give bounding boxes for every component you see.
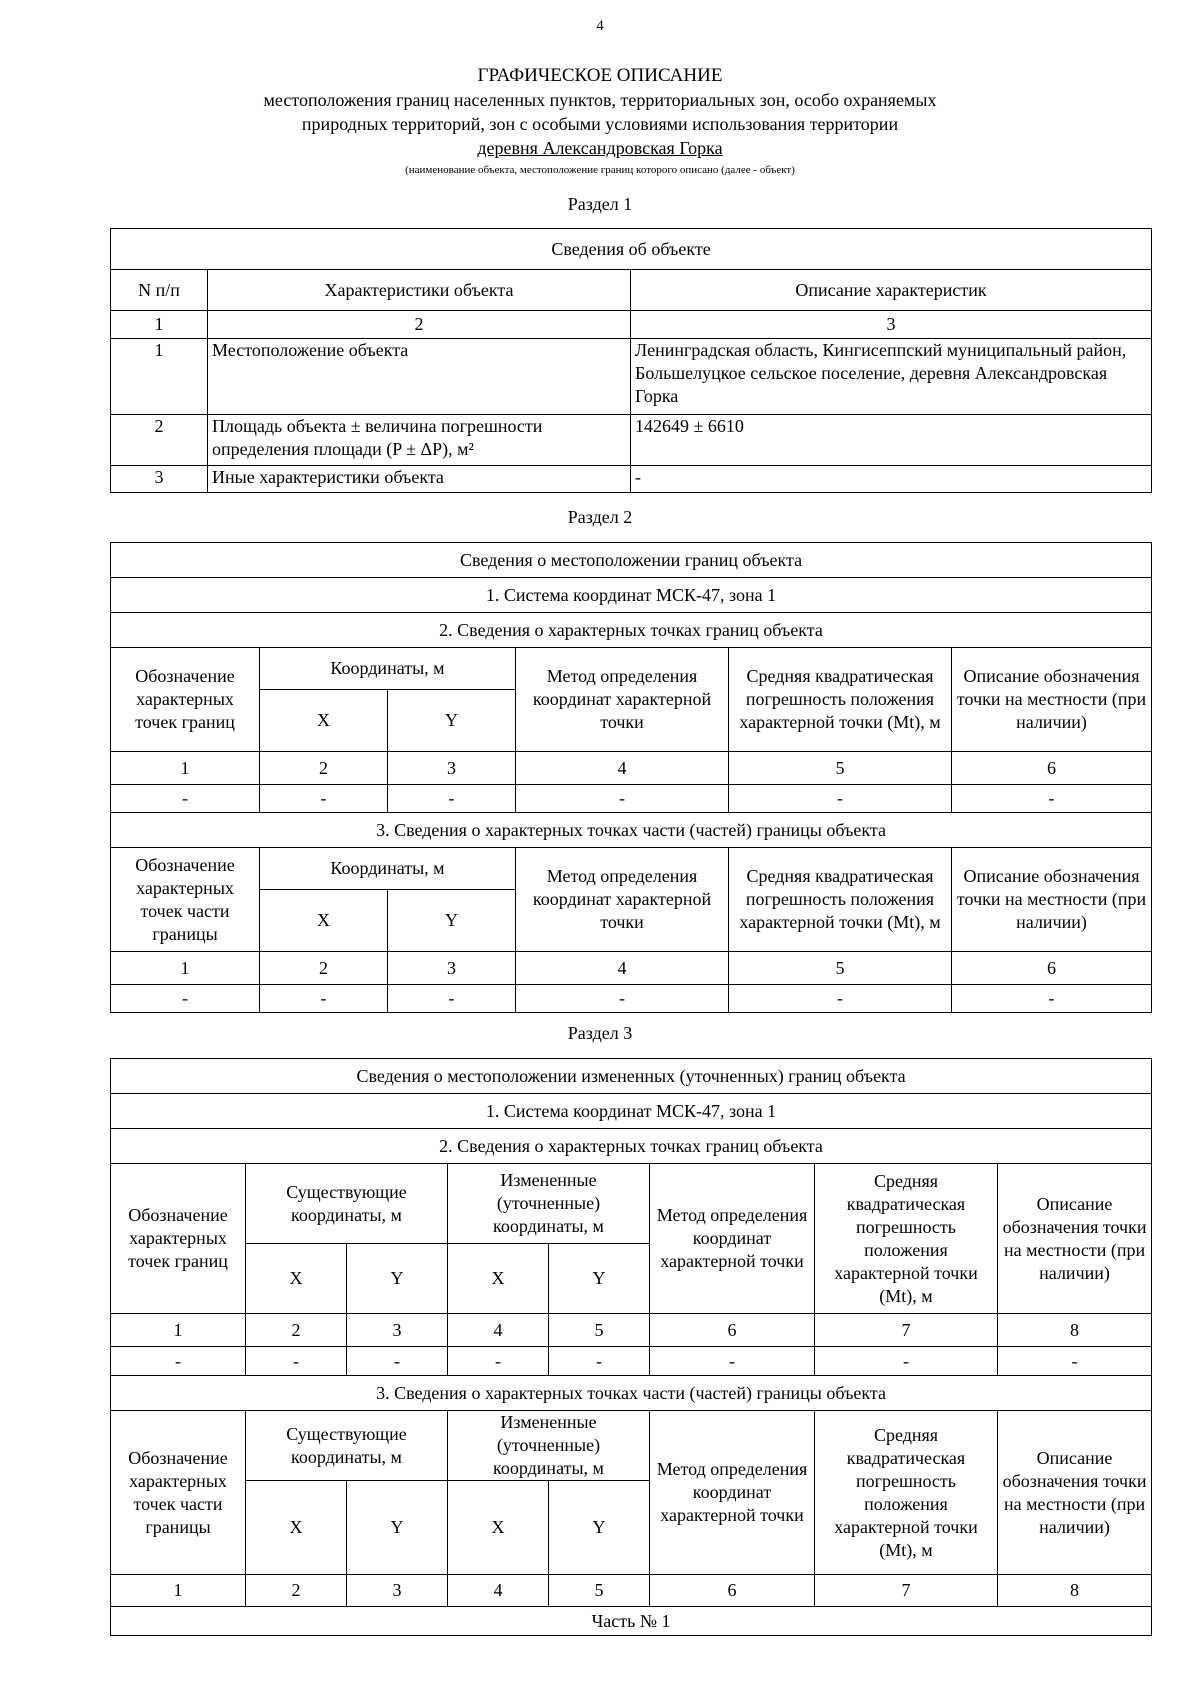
- s2-col-number: 2: [260, 952, 388, 985]
- s2-sub3-title: 3. Сведения о характерных точках части (частей) границы объекта: [111, 813, 1152, 848]
- section2-table: [110, 542, 1152, 1013]
- s3-col-number: 5: [549, 1314, 650, 1347]
- s2-h-coords: Координаты, м: [260, 648, 516, 690]
- s3-empty-cell: -: [815, 1347, 998, 1376]
- s2-h-error: Средняя квадратическая погрешность положения характерной точки (Mt), м: [729, 848, 952, 952]
- s3-h-method: Метод определения координат характерной точки: [650, 1164, 815, 1314]
- s2-empty-cell: -: [516, 785, 729, 813]
- s1-row-num: 1: [111, 339, 208, 415]
- s3-empty-cell: -: [111, 1347, 246, 1376]
- s3-h-existing: Существующие координаты, м: [246, 1164, 448, 1244]
- s3-empty-cell: -: [347, 1347, 448, 1376]
- s2-empty-cell: -: [952, 985, 1152, 1013]
- document-title: ГРАФИЧЕСКОЕ ОПИСАНИЕ: [477, 65, 723, 86]
- s3-col-number: 8: [998, 1575, 1152, 1607]
- s3-col-number: 6: [650, 1314, 815, 1347]
- s3-col-number: 1: [111, 1575, 246, 1607]
- s2-empty-cell: -: [388, 985, 516, 1013]
- s2-h-x: X: [260, 890, 388, 952]
- s2-sub2-title: 2. Сведения о характерных точках границ объекта: [111, 613, 1152, 648]
- s1-col-number: 1: [111, 311, 208, 339]
- s1-row-num: 3: [111, 466, 208, 493]
- s3-col-number: 6: [650, 1575, 815, 1607]
- s3-col-number: 3: [347, 1575, 448, 1607]
- s2-h-coords: Координаты, м: [260, 848, 516, 890]
- s2-empty-cell: -: [111, 985, 260, 1013]
- s1-row-name: Площадь объекта ± величина погрешности определения площади (P ± ΔP), м²: [208, 415, 631, 466]
- s3-col-number: 3: [347, 1314, 448, 1347]
- table-row: [111, 339, 1152, 415]
- s2-col-number: 1: [111, 952, 260, 985]
- s2-h-method: Метод определения координат характерной точки: [516, 848, 729, 952]
- object-name-caption: (наименование объекта, местоположение границ которого описано (далее - объект): [405, 164, 795, 176]
- s3-h-desc: Описание обозначения точки на местности (при наличии): [998, 1411, 1152, 1575]
- s3-h-x: X: [448, 1244, 549, 1314]
- s3-h-x: X: [246, 1244, 347, 1314]
- s3-h-y: Y: [549, 1481, 650, 1575]
- document-subtitle-line1: местоположения границ населенных пунктов, территориальных зон, особо охраняемых: [263, 90, 937, 110]
- s1-col-number: 2: [208, 311, 631, 339]
- s2-col-number: 2: [260, 752, 388, 785]
- s2-col-number: 4: [516, 752, 729, 785]
- s1-row-value: 142649 ± 6610: [631, 415, 1152, 466]
- s3-empty-cell: -: [998, 1347, 1152, 1376]
- s1-row-name: Иные характеристики объекта: [208, 466, 631, 493]
- s3-col-number: 8: [998, 1314, 1152, 1347]
- s3-h-error: Средняя квадратическая погрешность положения характерной точки (Mt), м: [815, 1164, 998, 1314]
- section3-label: Раздел 3: [567, 1023, 633, 1043]
- section2-table-title: Сведения о местоположении границ объекта: [111, 543, 1152, 578]
- s2-col-number: 6: [952, 752, 1152, 785]
- s2-col-number: 4: [516, 952, 729, 985]
- s1-row-num: 2: [111, 415, 208, 466]
- s1-col-header-description: Описание характеристик: [631, 270, 1152, 311]
- s3-coord-system: 1. Система координат МСК-47, зона 1: [111, 1094, 1152, 1129]
- s1-row-value: Ленинградская область, Кингисеппский муниципальный район, Большелуцкое сельское поселение, деревня Александровская Горка: [631, 339, 1152, 415]
- s2-empty-cell: -: [729, 985, 952, 1013]
- section3-table-title: Сведения о местоположении измененных (уточненных) границ объекта: [111, 1059, 1152, 1094]
- s2-h-desc: Описание обозначения точки на местности (при наличии): [952, 648, 1152, 752]
- s1-col-header-characteristic: Характеристики объекта: [208, 270, 631, 311]
- s3-h-y: Y: [347, 1481, 448, 1575]
- s2-h-error: Средняя квадратическая погрешность положения характерной точки (Mt), м: [729, 648, 952, 752]
- s2-col-number: 6: [952, 952, 1152, 985]
- s2-col-number: 5: [729, 952, 952, 985]
- s3-col-number: 1: [111, 1314, 246, 1347]
- s3-h-changed: Измененные (уточненные) координаты, м: [448, 1164, 650, 1244]
- object-name: деревня Александровская Горка: [477, 138, 723, 158]
- table-row: [111, 415, 1152, 466]
- table-row: [111, 1347, 1152, 1376]
- section1-label: Раздел 1: [567, 194, 633, 214]
- s2-coord-system: 1. Система координат МСК-47, зона 1: [111, 578, 1152, 613]
- s2-col-number: 3: [388, 752, 516, 785]
- table-row: [111, 466, 1152, 493]
- s2-empty-cell: -: [260, 785, 388, 813]
- s3-empty-cell: -: [650, 1347, 815, 1376]
- s3-col-number: 7: [815, 1314, 998, 1347]
- section3-table: [110, 1058, 1152, 1636]
- s2-col-number: 1: [111, 752, 260, 785]
- s3-col-number: 7: [815, 1575, 998, 1607]
- document-header: [0, 64, 1200, 178]
- s3-h-method: Метод определения координат характерной точки: [650, 1411, 815, 1575]
- s3-empty-cell: -: [246, 1347, 347, 1376]
- s3-part-label: Часть № 1: [111, 1607, 1152, 1636]
- s3-sub3-title: 3. Сведения о характерных точках части (частей) границы объекта: [111, 1376, 1152, 1411]
- s2-col-number: 3: [388, 952, 516, 985]
- s2-empty-cell: -: [111, 785, 260, 813]
- section2-label: Раздел 2: [567, 507, 633, 527]
- s3-h-x: X: [448, 1481, 549, 1575]
- table-row: [111, 985, 1152, 1013]
- s2-h-y: Y: [388, 890, 516, 952]
- s2-empty-cell: -: [952, 785, 1152, 813]
- s3-h-y: Y: [549, 1244, 650, 1314]
- s3-h-x: X: [246, 1481, 347, 1575]
- s3-h-desc: Описание обозначения точки на местности (при наличии): [998, 1164, 1152, 1314]
- document-subtitle-line2: природных территорий, зон с особыми условиями использования территории: [301, 114, 899, 134]
- s3-sub2-title: 2. Сведения о характерных точках границ объекта: [111, 1129, 1152, 1164]
- s1-col-number: 3: [631, 311, 1152, 339]
- s3-col-number: 4: [448, 1314, 549, 1347]
- table-row: [111, 785, 1152, 813]
- s2-h-points: Обозначение характерных точек границ: [111, 648, 260, 752]
- s3-col-number: 2: [246, 1575, 347, 1607]
- s3-col-number: 4: [448, 1575, 549, 1607]
- s1-row-value: -: [631, 466, 1152, 493]
- s2-h-points-part: Обозначение характерных точек части границы: [111, 848, 260, 952]
- s3-h-y: Y: [347, 1244, 448, 1314]
- section1-table-title: Сведения об объекте: [111, 229, 1152, 270]
- s3-h-error: Средняя квадратическая погрешность положения характерной точки (Mt), м: [815, 1411, 998, 1575]
- s3-h-points: Обозначение характерных точек границ: [111, 1164, 246, 1314]
- s2-empty-cell: -: [260, 985, 388, 1013]
- s3-empty-cell: -: [448, 1347, 549, 1376]
- s2-empty-cell: -: [516, 985, 729, 1013]
- s2-h-y: Y: [388, 690, 516, 752]
- s3-empty-cell: -: [549, 1347, 650, 1376]
- s2-h-x: X: [260, 690, 388, 752]
- s2-empty-cell: -: [729, 785, 952, 813]
- s3-col-number: 5: [549, 1575, 650, 1607]
- section1-table: [110, 228, 1152, 493]
- s3-h-points-part: Обозначение характерных точек части границы: [111, 1411, 246, 1575]
- s2-h-method: Метод определения координат характерной точки: [516, 648, 729, 752]
- s2-empty-cell: -: [388, 785, 516, 813]
- page-number: 4: [596, 18, 604, 34]
- s2-h-desc: Описание обозначения точки на местности (при наличии): [952, 848, 1152, 952]
- s1-row-name: Местоположение объекта: [208, 339, 631, 415]
- s3-h-changed: Измененные (уточненные) координаты, м: [448, 1411, 650, 1481]
- s3-h-existing: Существующие координаты, м: [246, 1411, 448, 1481]
- s2-col-number: 5: [729, 752, 952, 785]
- s1-col-header-num: N п/п: [111, 270, 208, 311]
- s3-col-number: 2: [246, 1314, 347, 1347]
